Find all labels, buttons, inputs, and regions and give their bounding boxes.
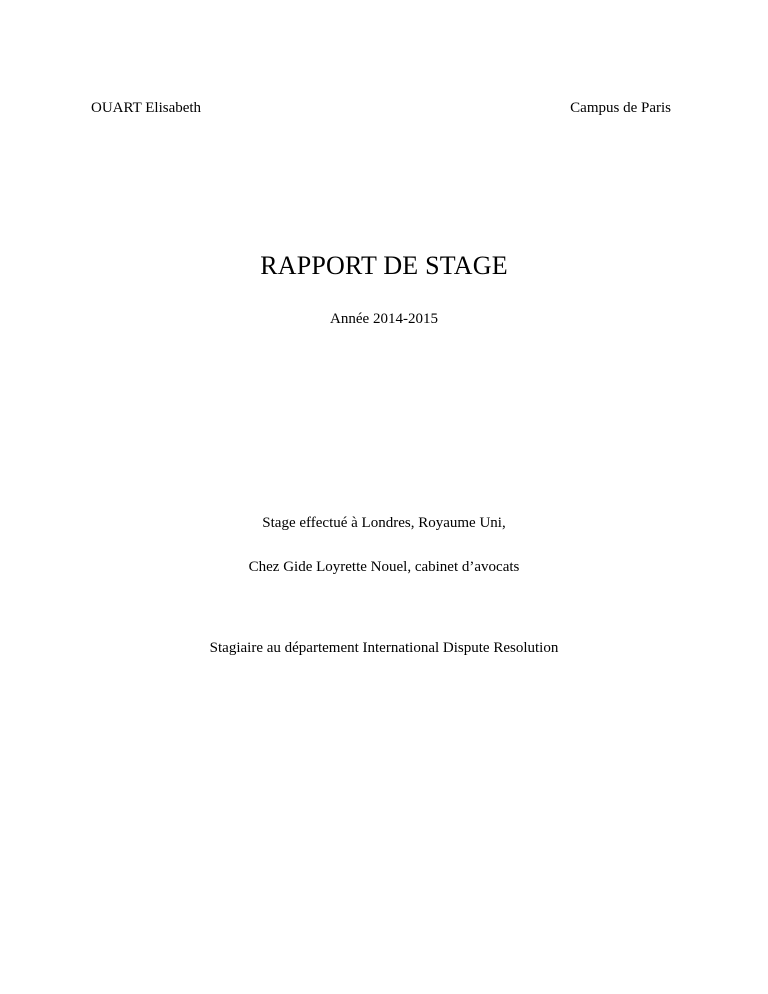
academic-year: Année 2014-2015 [330, 311, 438, 327]
internship-company: Chez Gide Loyrette Nouel, cabinet d’avocats [248, 559, 520, 575]
internship-role: Stagiaire au département International Dispute Resolution [209, 640, 559, 656]
report-title: RAPPORT DE STAGE [260, 251, 508, 280]
author-name: OUART Elisabeth [91, 100, 202, 116]
internship-location: Stage effectué à Londres, Royaume Uni, [262, 515, 506, 531]
campus-name: Campus de Paris [570, 100, 671, 116]
